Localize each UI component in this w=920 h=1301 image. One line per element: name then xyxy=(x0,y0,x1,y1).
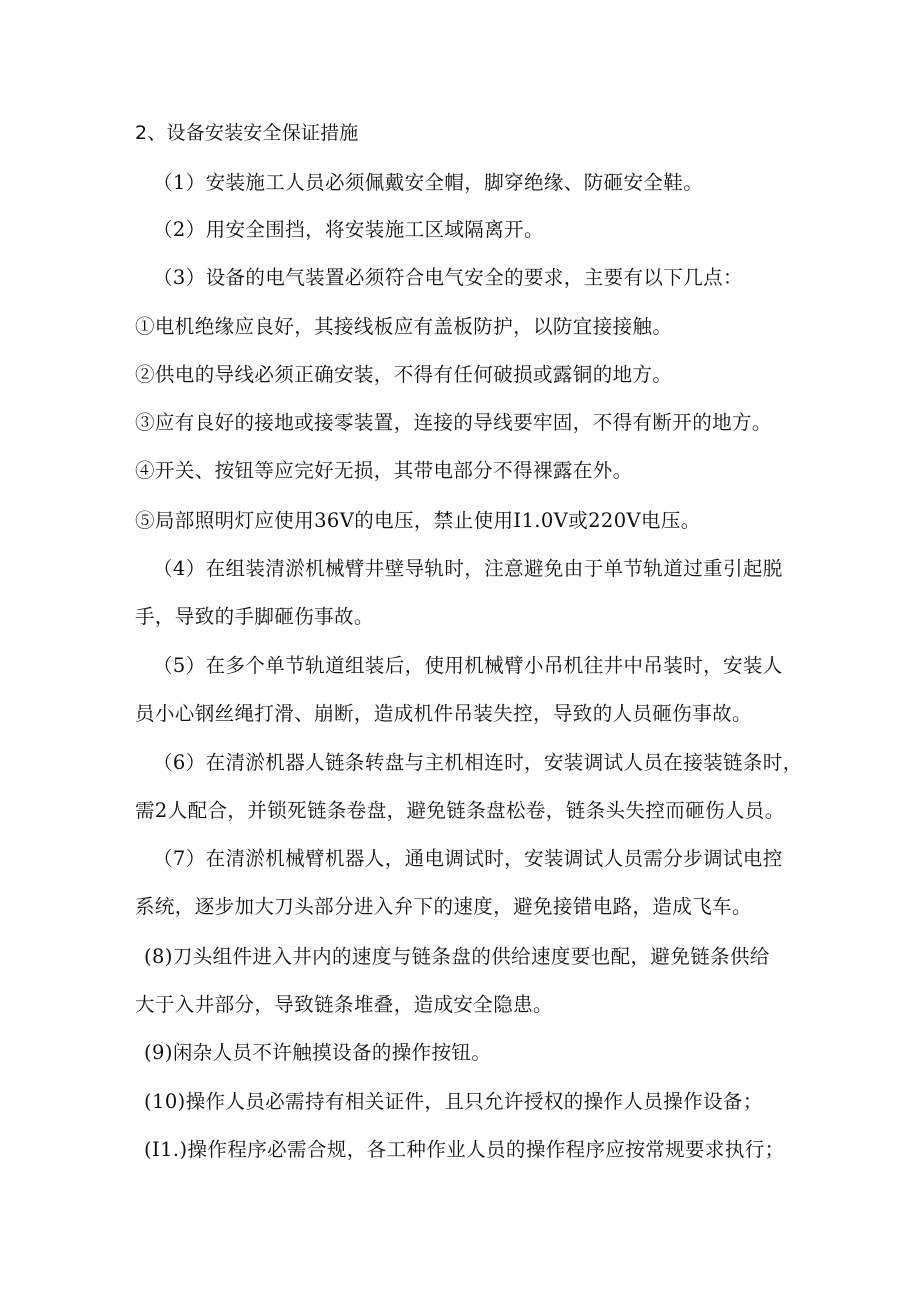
paragraph-line: (9)闲杂人员不许触摸设备的操作按钮。 xyxy=(144,1041,492,1064)
paragraph-line: （3）设备的电气装置必须符合电气安全的要求，主要有以下几点： xyxy=(153,266,743,289)
paragraph-line: （5）在多个单节轨道组装后，使用机械臂小吊机往井中吊装时，安装人 xyxy=(153,654,783,677)
paragraph-line: (8)刀头组件进入井内的速度与链条盘的供给速度要也配，避免链条供给 xyxy=(144,945,770,968)
paragraph-line: （7）在清淤机械臂机器人，通电调试时，安装调试人员需分步调试电控 xyxy=(153,847,783,870)
paragraph-line: 需2人配合，并锁死链条卷盘，避免链条盘松卷，链条头失控而砸伤人员。 xyxy=(135,799,785,822)
paragraph-line: （4）在组装清淤机械臂井壁导轨时，注意避免由于单节轨道过重引起脱 xyxy=(153,557,783,580)
paragraph-line: （1）安装施工人员必须佩戴安全帽，脚穿绝缘、防砸安全鞋。 xyxy=(153,171,704,194)
paragraph-line: 系统，逐步加大刀头部分进入弁下的速度，避免接错电路，造成飞车。 xyxy=(135,895,752,918)
paragraph-line: (10)操作人员必需持有相关证件，且只允许授权的操作人员操作设备； xyxy=(144,1090,763,1113)
paragraph-line: 手，导致的手脚砸伤事故。 xyxy=(135,605,374,628)
paragraph-line: ③应有良好的接地或接零装置，连接的导线要牢固，不得有断开的地方。 xyxy=(135,411,772,434)
paragraph-line: ①电机绝缘应良好，其接线板应有盖板防护，以防宜接接触。 xyxy=(135,315,673,338)
paragraph-line: (I1.)操作程序必需合规，各工种作业人员的操作程序应按常规要求执行； xyxy=(144,1138,785,1161)
paragraph-line: 员小心钢丝绳打滑、崩断，造成机件吊装失控，导致的人员砸伤事故。 xyxy=(135,702,752,725)
paragraph-line: ④开关、按钮等应完好无损，其带电部分不得裸露在外。 xyxy=(135,459,633,482)
paragraph-line: （6）在清淤机器人链条转盘与主机相连时，安装调试人员在接装链条时， xyxy=(153,751,803,774)
paragraph-line: ⑤局部照明灯应使用36V的电压，禁止使用I1.0V或220V电压。 xyxy=(135,509,701,532)
paragraph-line: （2）用安全围挡，将安装施工区域隔离开。 xyxy=(153,218,544,241)
section-heading: 2、设备安装安全保证措施 xyxy=(135,122,359,144)
paragraph-line: ②供电的导线必须正确安装，不得有任何破损或露铜的地方。 xyxy=(135,363,673,386)
paragraph-line: 大于入井部分，导致链条堆叠，造成安全隐患。 xyxy=(135,993,553,1016)
